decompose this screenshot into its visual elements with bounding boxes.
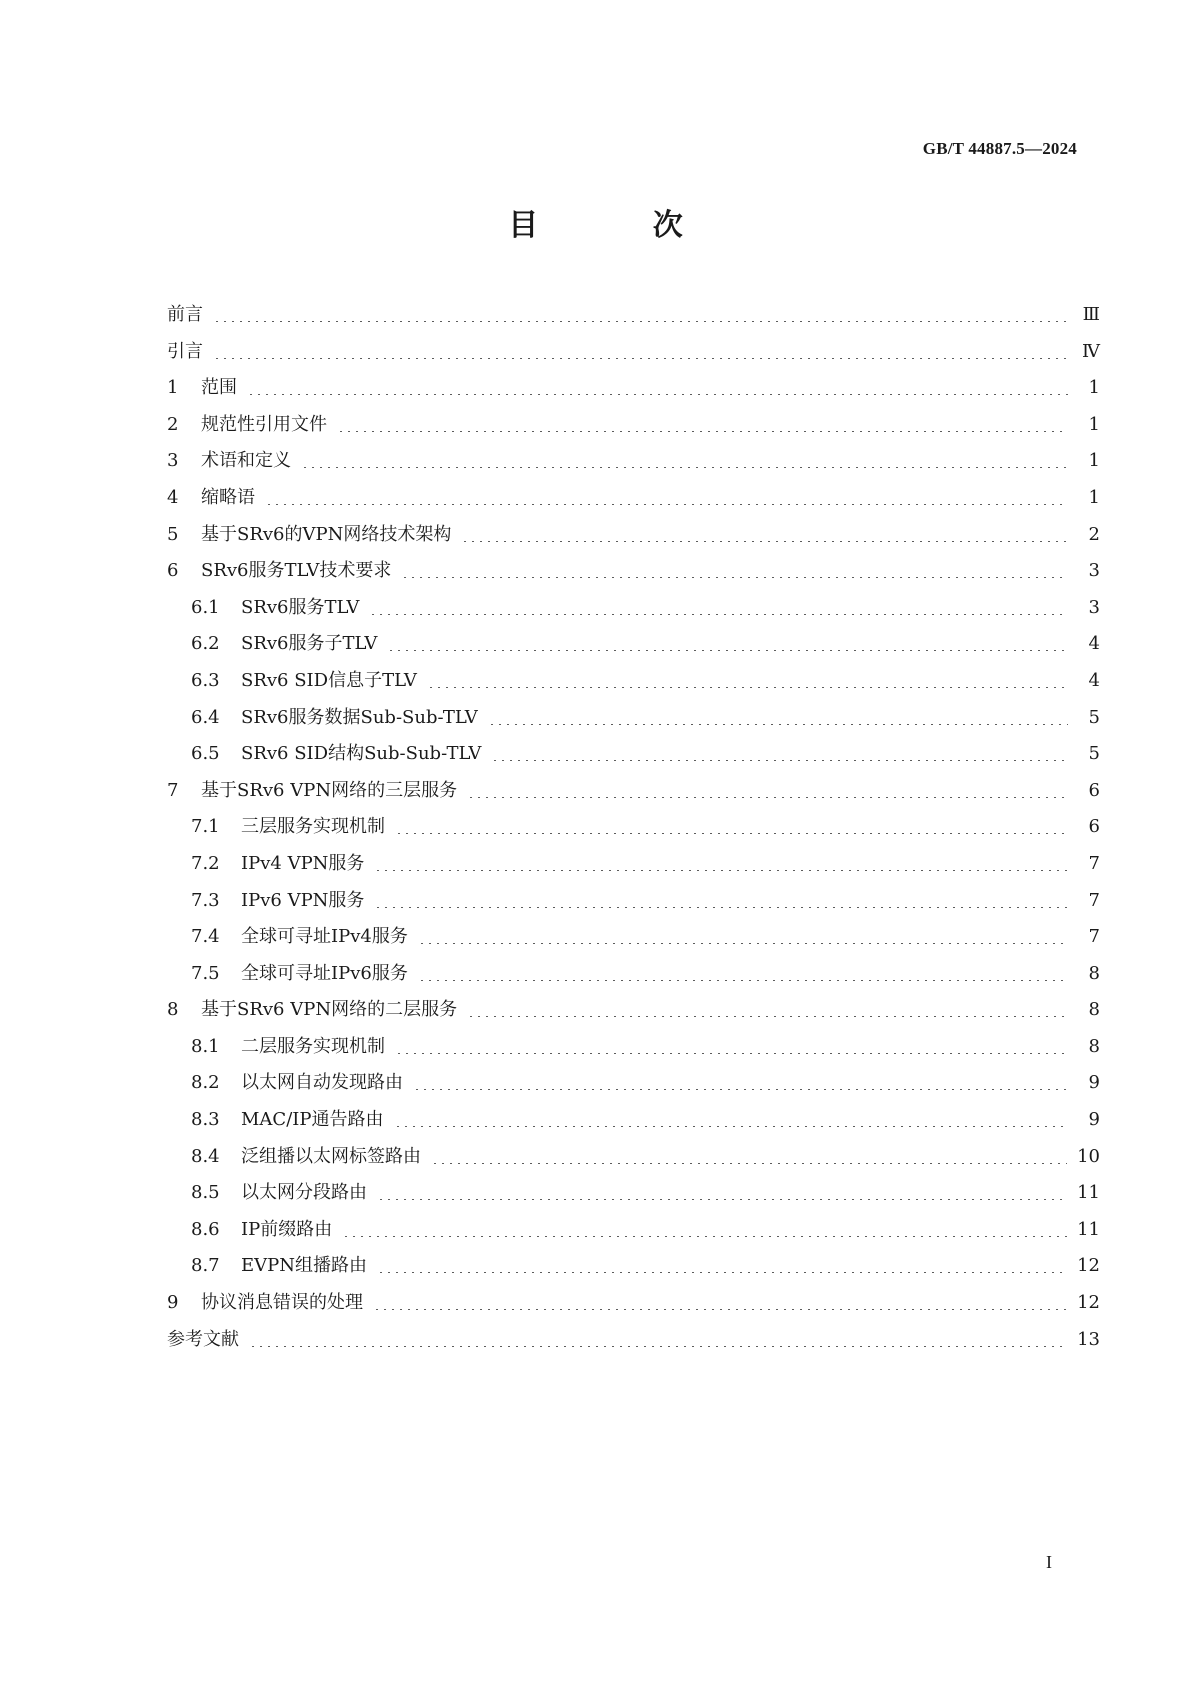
- toc-entry[interactable]: [167, 629, 1100, 666]
- toc-entry[interactable]: [167, 959, 1100, 996]
- toc-entry-label: SRv6服务子TLV: [241, 633, 378, 655]
- standard-code: GB/T 44887.5—2024: [922, 139, 1077, 158]
- toc-entry-page: 3: [1088, 560, 1100, 582]
- toc-entry-number: 8.3: [191, 1109, 220, 1131]
- toc-entry-number: 7: [167, 779, 179, 801]
- dot-leader: [491, 743, 1068, 761]
- toc-entry-page: 1: [1088, 486, 1100, 508]
- toc-entry-page: 4: [1088, 633, 1100, 655]
- toc-entry-number: 7.2: [191, 852, 220, 874]
- toc-entry-label: SRv6服务TLV技术要求: [201, 560, 392, 582]
- toc-entry-label: SRv6服务TLV: [241, 596, 360, 618]
- dot-leader: [213, 341, 1068, 359]
- toc-entry-label: 规范性引用文件: [201, 413, 327, 435]
- toc-entry[interactable]: [167, 410, 1100, 447]
- toc-entry[interactable]: [167, 739, 1100, 776]
- toc-entry-number: 2: [167, 413, 179, 435]
- toc-entry-page: 10: [1077, 1145, 1100, 1167]
- toc-entry-page: Ⅳ: [1082, 340, 1100, 362]
- toc-entry-number: 6.4: [191, 706, 220, 728]
- toc-entry-page: 7: [1088, 926, 1100, 948]
- toc-entry-label: 前言: [167, 304, 203, 325]
- toc-entry-label: 引言: [167, 340, 203, 362]
- dot-leader: [488, 707, 1068, 725]
- toc-entry-page: 13: [1077, 1328, 1100, 1350]
- dot-leader: [247, 377, 1068, 395]
- toc-entry-label: 缩略语: [201, 486, 255, 508]
- dot-leader: [342, 1219, 1067, 1237]
- toc-entry[interactable]: [167, 703, 1100, 740]
- dot-leader: [395, 816, 1068, 834]
- toc-entry-page: 5: [1088, 743, 1100, 765]
- toc-entry[interactable]: [167, 1142, 1100, 1179]
- dot-leader: [265, 487, 1068, 505]
- toc-entry-number: 3: [167, 450, 179, 472]
- toc-entry-label: SRv6 SID信息子TLV: [241, 669, 417, 691]
- toc-entry-number: 6: [167, 560, 179, 582]
- dot-leader: [394, 1109, 1069, 1127]
- toc-entry-number: 6.2: [191, 633, 220, 655]
- toc-entry[interactable]: [167, 1068, 1100, 1105]
- toc-entry-page: 3: [1088, 596, 1100, 618]
- toc-entry-number: 6.3: [191, 669, 220, 691]
- toc-entry-label: IPv6 VPN服务: [241, 889, 365, 911]
- toc-entry-label: IPv4 VPN服务: [241, 852, 365, 874]
- toc-entry-label: 参考文献: [167, 1328, 239, 1350]
- dot-leader: [377, 1255, 1067, 1273]
- dot-leader: [431, 1146, 1067, 1164]
- dot-leader: [401, 560, 1068, 578]
- dot-leader: [418, 963, 1068, 981]
- toc-entry-page: 8: [1088, 999, 1100, 1021]
- toc-entry[interactable]: [167, 995, 1100, 1032]
- toc-entry[interactable]: [167, 812, 1100, 849]
- dot-leader: [373, 1292, 1067, 1310]
- dot-leader: [374, 890, 1068, 908]
- toc-entry-page: 9: [1088, 1072, 1100, 1094]
- dot-leader: [213, 304, 1068, 322]
- toc-entry[interactable]: [167, 446, 1100, 483]
- dot-leader: [337, 414, 1068, 432]
- dot-leader: [249, 1329, 1067, 1347]
- toc-entry-page: 11: [1077, 1182, 1100, 1204]
- toc-entry[interactable]: [167, 922, 1100, 959]
- toc-entry-label: SRv6服务数据Sub-Sub-TLV: [241, 706, 478, 728]
- toc-entry[interactable]: [167, 1288, 1100, 1325]
- page-title: 目 次: [508, 208, 735, 243]
- toc-entry[interactable]: [167, 556, 1100, 593]
- toc-entry-number: 9: [167, 1292, 179, 1314]
- toc-entry[interactable]: [167, 1251, 1100, 1288]
- toc-entry-page: 4: [1088, 669, 1100, 691]
- toc-entry-page: 1: [1088, 413, 1100, 435]
- dot-leader: [413, 1072, 1068, 1090]
- dot-leader: [377, 1182, 1067, 1200]
- toc-entry-number: 8.2: [191, 1072, 220, 1094]
- toc-entry[interactable]: [167, 520, 1100, 557]
- toc-entry-page: 12: [1077, 1255, 1100, 1277]
- dot-leader: [427, 670, 1068, 688]
- toc-entry-label: 二层服务实现机制: [241, 1035, 385, 1057]
- dot-leader: [461, 524, 1068, 542]
- dot-leader: [369, 597, 1068, 615]
- toc-entry-number: 8.4: [191, 1145, 220, 1167]
- toc-entry[interactable]: [167, 337, 1100, 374]
- table-of-contents: [167, 300, 1100, 1361]
- toc-entry-label: 全球可寻址IPv4服务: [241, 926, 408, 948]
- toc-entry-number: 8: [167, 999, 179, 1021]
- toc-entry-page: 8: [1088, 1035, 1100, 1057]
- toc-entry[interactable]: [167, 1105, 1100, 1142]
- dot-leader: [467, 780, 1068, 798]
- toc-entry-number: 7.3: [191, 889, 220, 911]
- toc-entry[interactable]: [167, 666, 1100, 703]
- dot-leader: [301, 450, 1068, 468]
- toc-entry-page: 5: [1088, 706, 1100, 728]
- toc-entry-page: 1: [1088, 450, 1100, 472]
- toc-entry-number: 8.6: [191, 1218, 220, 1240]
- dot-leader: [395, 1036, 1068, 1054]
- toc-entry-label: SRv6 SID结构Sub-Sub-TLV: [241, 743, 482, 765]
- toc-entry-page: 1: [1088, 377, 1100, 399]
- toc-entry-page: 9: [1088, 1109, 1100, 1131]
- toc-entry[interactable]: [167, 483, 1100, 520]
- toc-entry-label: 协议消息错误的处理: [201, 1292, 363, 1314]
- toc-entry-page: 7: [1088, 889, 1100, 911]
- toc-entry[interactable]: [167, 300, 1100, 337]
- dot-leader: [418, 926, 1068, 944]
- toc-entry[interactable]: [167, 593, 1100, 630]
- toc-entry[interactable]: [167, 373, 1100, 410]
- toc-entry-page: 8: [1088, 962, 1100, 984]
- toc-entry-number: 8.7: [191, 1255, 220, 1277]
- toc-entry-page: Ⅲ: [1082, 304, 1100, 325]
- toc-entry-page: 12: [1077, 1292, 1100, 1314]
- toc-entry-page: 6: [1088, 779, 1100, 801]
- toc-entry-label: EVPN组播路由: [241, 1255, 367, 1277]
- toc-entry-label: 以太网分段路由: [241, 1182, 367, 1204]
- toc-entry-label: 以太网自动发现路由: [241, 1072, 403, 1094]
- dot-leader: [374, 853, 1068, 871]
- page-number: I: [1046, 1552, 1052, 1572]
- toc-entry-number: 1: [167, 377, 179, 399]
- toc-entry[interactable]: [167, 1215, 1100, 1252]
- toc-entry-label: IP前缀路由: [241, 1218, 333, 1240]
- toc-entry-label: 基于SRv6的VPN网络技术架构: [201, 523, 452, 545]
- toc-entry-number: 4: [167, 486, 179, 508]
- toc-entry-number: 8.1: [191, 1035, 220, 1057]
- toc-entry-label: 基于SRv6 VPN网络的二层服务: [201, 999, 458, 1021]
- toc-entry-label: 基于SRv6 VPN网络的三层服务: [201, 779, 458, 801]
- toc-entry-label: 泛组播以太网标签路由: [241, 1145, 421, 1167]
- toc-entry[interactable]: [167, 1325, 1100, 1362]
- toc-entry-page: 7: [1088, 852, 1100, 874]
- toc-entry-label: MAC/IP通告路由: [241, 1109, 384, 1131]
- toc-entry-label: 术语和定义: [201, 450, 291, 472]
- toc-entry-page: 2: [1088, 523, 1100, 545]
- toc-entry-page: 6: [1088, 816, 1100, 838]
- toc-entry-label: 全球可寻址IPv6服务: [241, 962, 408, 984]
- toc-entry[interactable]: [167, 776, 1100, 813]
- toc-entry-number: 5: [167, 523, 179, 545]
- dot-leader: [467, 999, 1068, 1017]
- toc-entry[interactable]: [167, 886, 1100, 923]
- toc-entry-number: 7.1: [191, 816, 220, 838]
- toc-entry[interactable]: [167, 1032, 1100, 1069]
- toc-entry-number: 8.5: [191, 1182, 220, 1204]
- toc-entry-label: 范围: [201, 377, 237, 399]
- toc-entry-page: 11: [1077, 1218, 1100, 1240]
- toc-entry-number: 7.5: [191, 962, 220, 984]
- toc-entry-number: 6.1: [191, 596, 220, 618]
- toc-entry[interactable]: [167, 849, 1100, 886]
- dot-leader: [387, 633, 1068, 651]
- toc-entry-label: 三层服务实现机制: [241, 816, 385, 838]
- toc-entry[interactable]: [167, 1178, 1100, 1215]
- toc-entry-number: 6.5: [191, 743, 220, 765]
- toc-entry-number: 7.4: [191, 926, 220, 948]
